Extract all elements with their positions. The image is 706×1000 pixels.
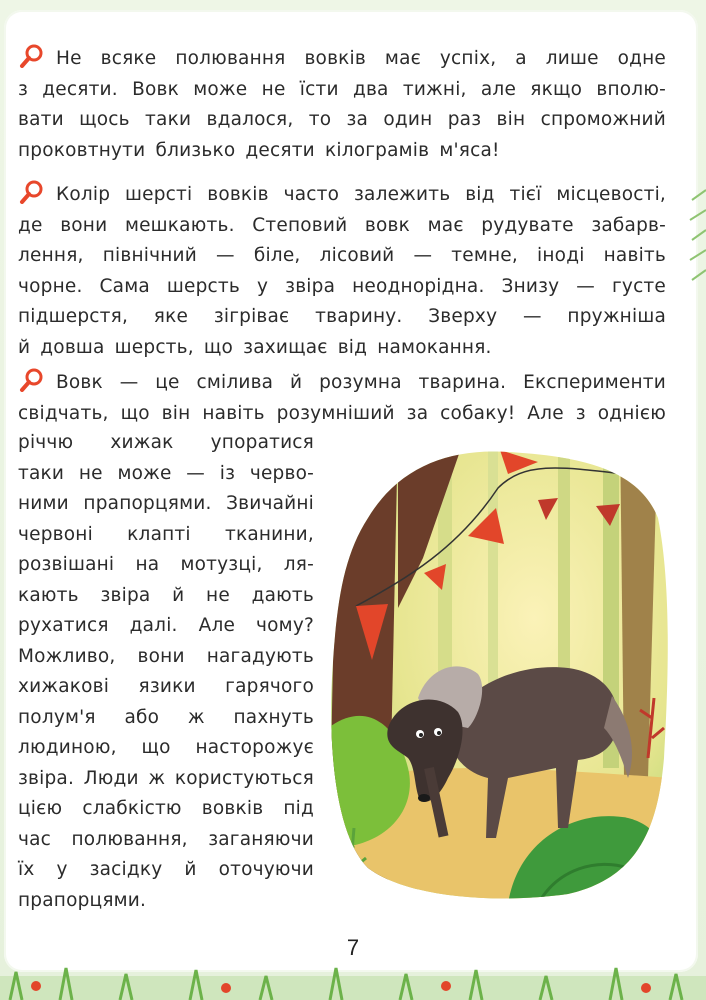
narrow-line: людиною, що насторожує	[18, 737, 314, 758]
paragraph-2-line-5: підшерстя, яке зігріває тварину. Зверху — пружніша	[18, 306, 666, 327]
narrow-line: розвішані на мотузці, ля-	[18, 554, 314, 575]
narrow-line: полум'я або ж пахнуть	[18, 706, 314, 728]
paragraph-1-line-1: Не всяке полювання вовків має успіх, а лише одне	[56, 48, 666, 69]
paragraph-3	[18, 368, 666, 429]
narrow-line: річчю хижак упоратися	[18, 432, 314, 453]
narrow-line: цією слабкістю вовків під	[18, 798, 314, 819]
paragraph-2-line-4: чорне. Сама шерсть у звіра неоднорідна. Знизу — густе	[18, 275, 666, 297]
grass-decoration-icon	[0, 960, 706, 1000]
paragraph-2-line-1: Колір шерсті вовків часто залежить від тієї місцевості,	[56, 184, 666, 205]
paragraph-2	[18, 180, 666, 363]
wolf-forest-illustration	[328, 428, 672, 904]
paragraph-1-line-4: проковтнути близько десяти кілограмів м'яса!	[18, 139, 500, 161]
narrow-line: Можливо, вони нагадують	[18, 645, 314, 667]
page-number: 7	[346, 935, 360, 960]
narrow-line: час полювання, заганяючи	[18, 828, 314, 850]
narrow-line: рухатися далі. Але чому?	[18, 615, 314, 636]
paragraph-1	[18, 44, 666, 166]
paragraph-1-line-3: вати щось таки вдалося, то за один раз він спроможний	[18, 109, 666, 130]
paragraph-2-line-6: й довша шерсть, що захищає від намокання.	[18, 336, 492, 358]
paragraph-3-narrow	[18, 428, 314, 916]
paragraph-2-line-2: де вони мешкають. Степовий вовк має рудувате забарв-	[18, 214, 666, 236]
narrow-line: таки не може — із черво-	[18, 462, 314, 484]
paragraph-3-line-2: свідчать, що він навіть розумніший за собаку! Але з однією	[18, 402, 666, 424]
magnifier-icon	[18, 44, 48, 68]
narrow-line: кають звіра й не дають	[18, 584, 314, 606]
paragraph-2-line-3: лення, північний — біле, лісовий — темне, іноді навіть	[18, 245, 666, 266]
magnifier-icon	[18, 180, 48, 204]
narrow-line: звіра. Люди ж користуються	[18, 767, 314, 789]
narrow-line: червоні клапті тканини,	[18, 523, 314, 545]
magnifier-icon	[18, 368, 48, 392]
narrow-line: їх у засідку й оточуючи	[18, 859, 314, 880]
narrow-line: прапорцями.	[18, 889, 147, 911]
paragraph-1-line-2: з десяти. Вовк може не їсти два тижні, але якщо вполю-	[18, 78, 666, 100]
narrow-line: хижакові язики гарячого	[18, 676, 314, 697]
narrow-line: ними прапорцями. Звичайні	[18, 493, 314, 514]
paragraph-3-line-1: Вовк — це смілива й розумна тварина. Експерименти	[56, 372, 666, 393]
leaf-decoration-icon	[686, 180, 706, 300]
